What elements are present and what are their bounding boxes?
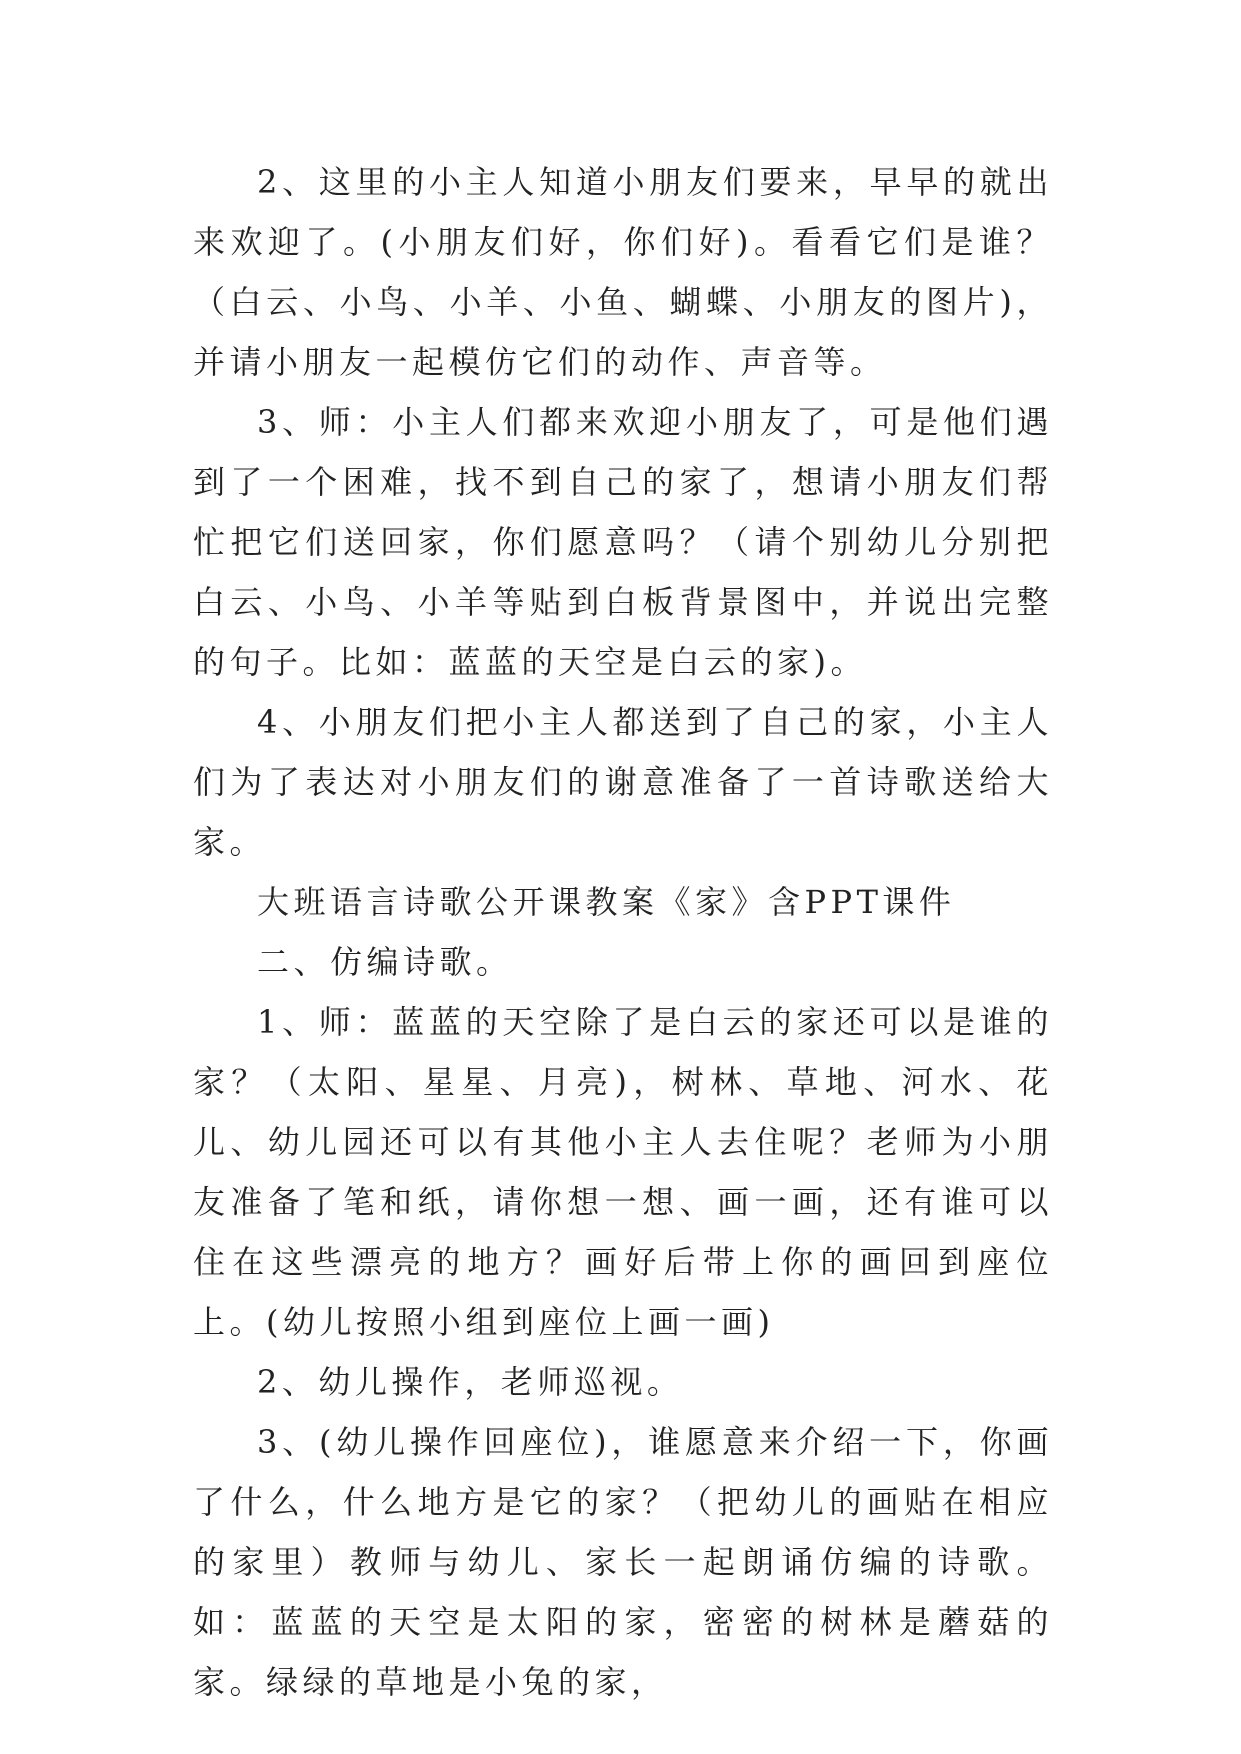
section-heading: 二、仿编诗歌。 xyxy=(257,943,513,981)
paragraph-operate: 2、幼儿操作，老师巡视。 xyxy=(257,1363,684,1401)
paragraph-imagine: 1、师：蓝蓝的天空除了是白云的家还可以是谁的家？（太阳、星星、月亮)，树林、草地、河水、花儿、幼儿园还可以有其他小主人去住呢？老师为小朋友准备了笔和纸，请你想一想、画一画，还有谁可以住在这些漂亮的地方？画好后带上你的画回到座位上。(幼儿按照小组到座位上画一画) xyxy=(193,1003,1053,1341)
paragraph-poem-gift: 4、小朋友们把小主人都送到了自己的家，小主人们为了表达对小朋友们的谢意准备了一首诗歌送给大家。 xyxy=(193,703,1053,861)
paragraph-help-home: 3、师：小主人们都来欢迎小朋友了，可是他们遇到了一个困难，找不到自己的家了，想请小朋友们帮忙把它们送回家，你们愿意吗？（请个别幼儿分别把白云、小鸟、小羊等贴到白板背景图中，并说出完整的句子。比如：蓝蓝的天空是白云的家)。 xyxy=(193,403,1053,681)
paragraph-welcome: 2、这里的小主人知道小朋友们要来，早早的就出来欢迎了。(小朋友们好，你们好)。看看它们是谁？（白云、小鸟、小羊、小鱼、蝴蝶、小朋友的图片)，并请小朋友一起模仿它们的动作、声音等。 xyxy=(193,163,1053,381)
paragraph-title-line: 大班语言诗歌公开课教案《家》含PPT课件 xyxy=(257,883,956,921)
document-page xyxy=(193,152,1053,1712)
paragraph-introduce: 3、(幼儿操作回座位)，谁愿意来介绍一下，你画了什么，什么地方是它的家？（把幼儿的画贴在相应的家里）教师与幼儿、家长一起朗诵仿编的诗歌。如：蓝蓝的天空是太阳的家，密密的树林是蘑菇的家。绿绿的草地是小兔的家， xyxy=(193,1423,1053,1701)
